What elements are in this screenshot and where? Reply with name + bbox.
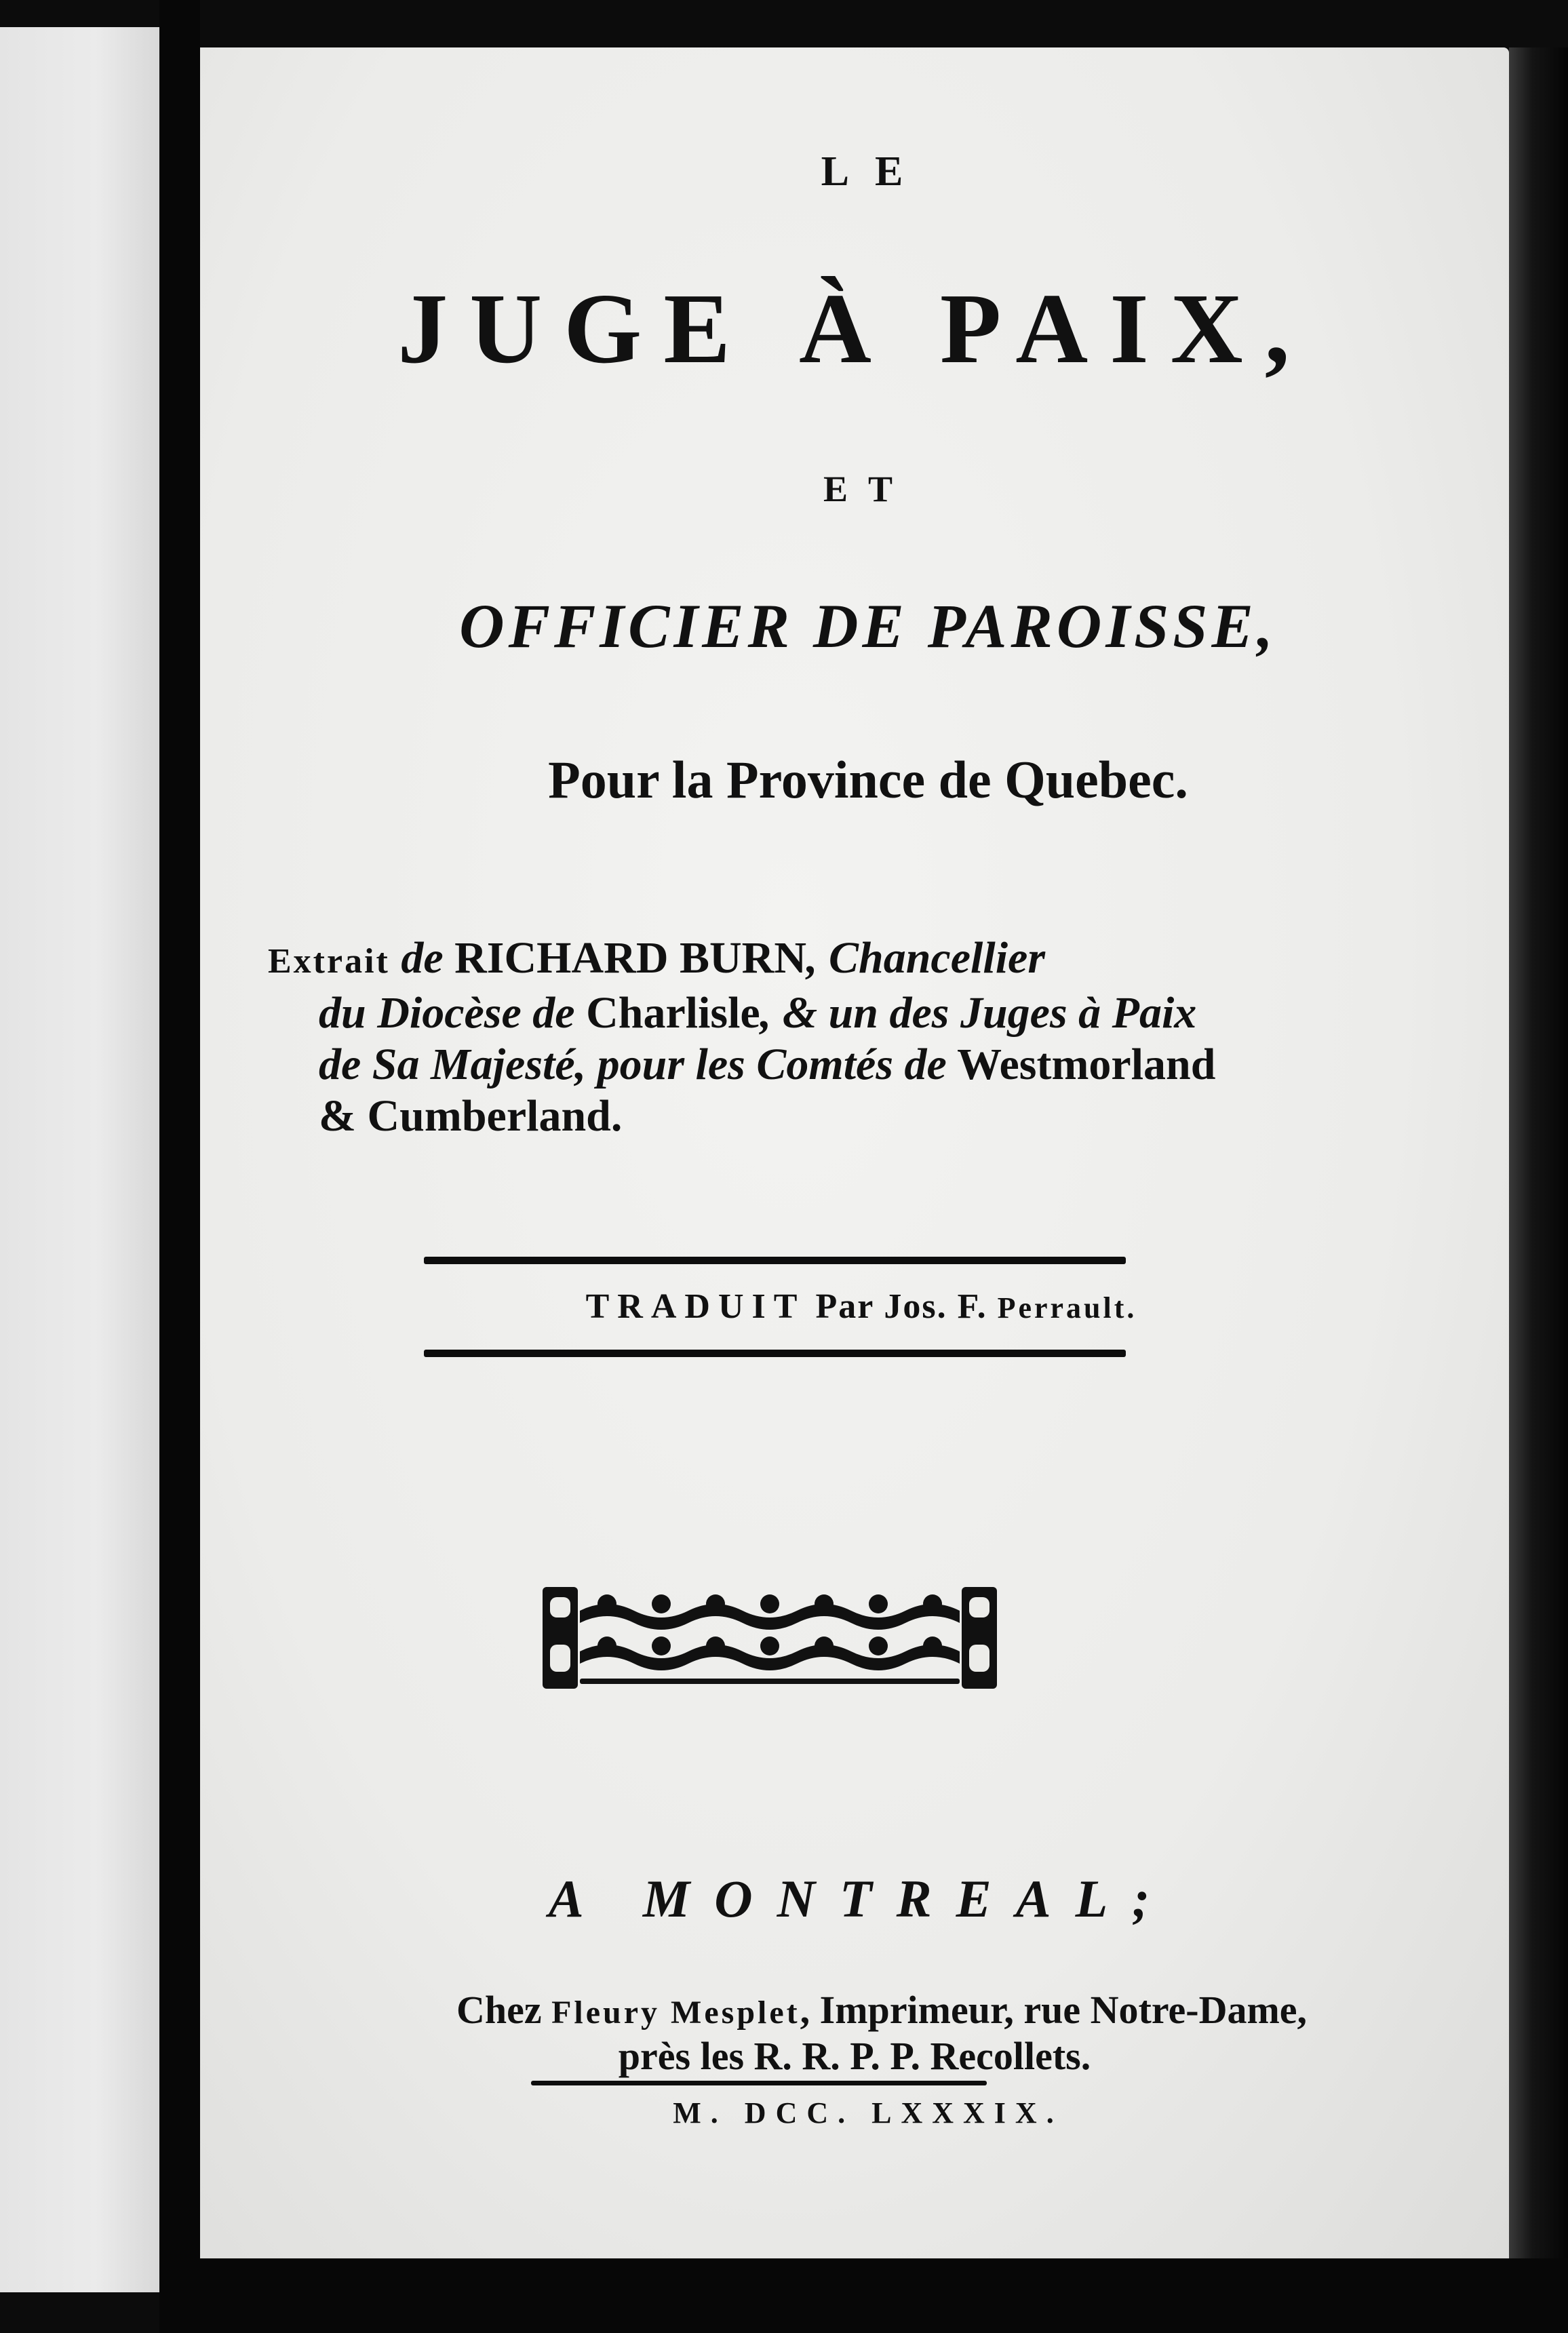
translation-line: [200, 1287, 1516, 1327]
author-role: , Chancellier: [806, 933, 1046, 983]
extrait-line-2: [268, 987, 1299, 1039]
extrait-line-3: [268, 1039, 1299, 1091]
printer-name: Fleury Mesplet: [551, 1995, 800, 2031]
imprint-printer-line: [200, 1987, 1536, 2033]
book-gutter: [159, 0, 200, 2333]
majesty-text: de Sa Majesté, pour les Comtés de: [319, 1040, 947, 1089]
printer-details: , Imprimeur, rue Notre-Dame,: [800, 1988, 1308, 2032]
diocese-intro: du Diocèse de: [319, 988, 575, 1038]
extrait-line-1: [268, 933, 1299, 987]
extrait-line-4: [268, 1091, 1299, 1142]
imprint-chez: Chez: [456, 1988, 542, 2032]
translator-par: Par Jos. F.: [815, 1287, 987, 1326]
extrait-de: de: [401, 933, 444, 983]
facing-page-fragment: [0, 27, 159, 2292]
rule-above-translation: [424, 1257, 1126, 1264]
page-edge-right: [1509, 47, 1568, 2286]
county-westmorland: Westmorland: [957, 1040, 1216, 1089]
printers-ornament: [539, 1584, 1000, 1692]
rule-above-date: [531, 2081, 987, 2085]
imprint-date: M. DCC. LXXXIX.: [673, 2096, 1063, 2130]
main-title: JUGE À PAIX,: [397, 273, 1312, 385]
rule-below-translation: [424, 1350, 1126, 1357]
author-name: RICHARD BURN: [454, 933, 806, 983]
province-line: Pour la Province de Quebec.: [548, 750, 1188, 809]
translator-name: Perrault.: [997, 1291, 1137, 1325]
extrait-paragraph: [268, 933, 1299, 1142]
title-conjunction: ET: [823, 469, 914, 509]
county-cumberland: & Cumberland.: [319, 1091, 623, 1141]
imprint-place: A MONTREAL;: [548, 1869, 1175, 1928]
subtitle: OFFICIER DE PAROISSE,: [459, 591, 1277, 661]
title-article: LE: [821, 149, 929, 195]
diocese-name: Charlisle: [586, 988, 760, 1038]
traduit-word: TRADUIT: [585, 1287, 806, 1326]
extrait-word: Extrait: [268, 942, 390, 981]
page-edge-bottom: [200, 2258, 1568, 2333]
imprint-address: près les R. R. P. P. Recollets.: [618, 2034, 1091, 2078]
justices-text: , & un des Juges à Paix: [760, 988, 1197, 1038]
